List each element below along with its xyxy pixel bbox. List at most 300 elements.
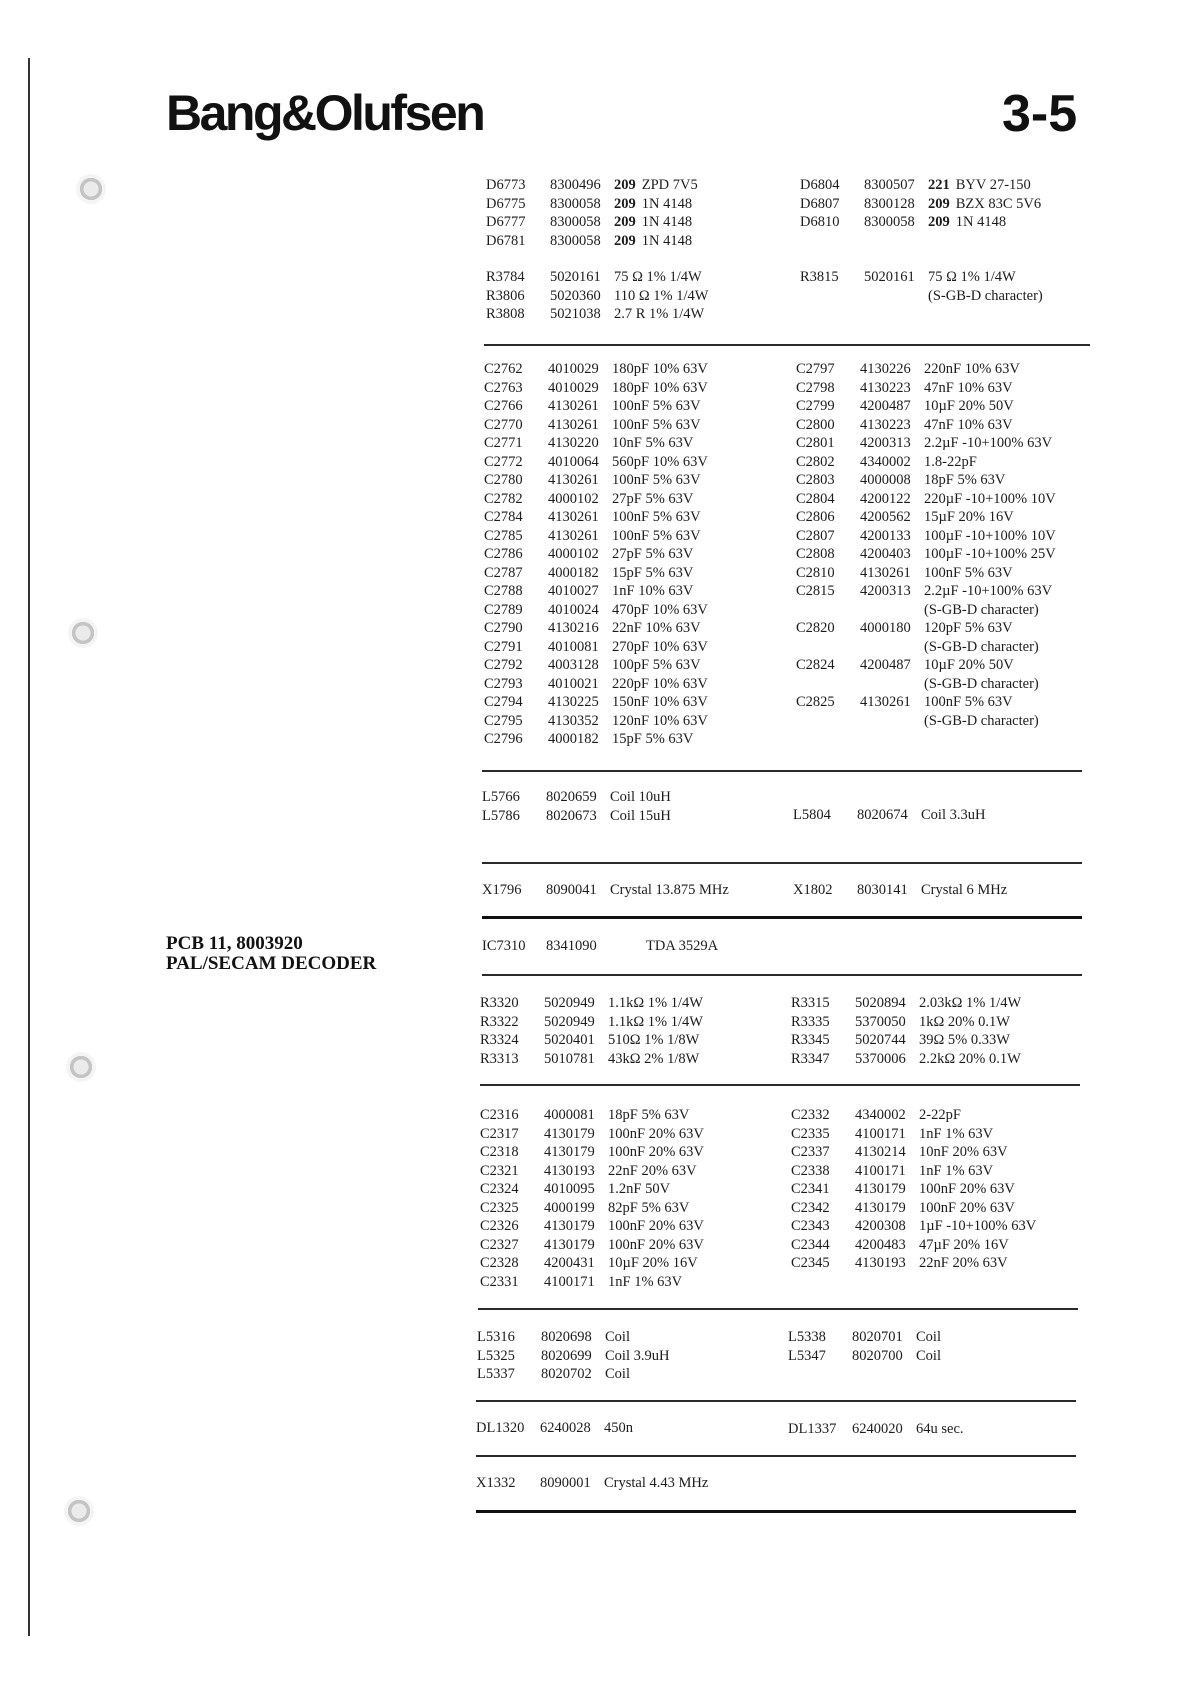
variant-note: (S-GB-D character) (924, 638, 1039, 655)
component-ref: C2791 (484, 638, 523, 655)
part-number: 4130225 (548, 694, 599, 710)
part-description: 18pF 5% 63V (608, 1107, 690, 1123)
part-row (484, 360, 708, 379)
part-code: 209 (614, 177, 636, 193)
part-number: 5020949 (544, 1013, 595, 1030)
component-ref: D6807 (800, 195, 840, 212)
component-ref: C2785 (484, 527, 523, 544)
part-number: 4100171 (855, 1125, 906, 1142)
part-number: 4010081 (548, 638, 599, 655)
ic-part-number: 8341090 (546, 938, 597, 954)
component-ref: C2796 (484, 731, 523, 747)
part-description: 470pF 10% 63V (612, 601, 708, 618)
diodes-left (486, 176, 698, 250)
part-row (788, 1420, 964, 1439)
part-description: 560pF 10% 63V (612, 453, 708, 470)
part-description: 100nF 20% 63V (608, 1144, 704, 1160)
part-row (480, 1236, 704, 1255)
part-row (796, 397, 1056, 416)
part-type: ZPD 7V5 (641, 177, 698, 193)
component-ref: R3335 (791, 1013, 830, 1030)
part-description: Crystal 6 MHz (921, 882, 1008, 898)
component-ref: R3320 (480, 995, 519, 1011)
part-row (800, 268, 1043, 287)
part-row (796, 545, 1056, 564)
component-ref: X1332 (476, 1475, 516, 1491)
component-ref: C2807 (796, 527, 835, 544)
component-ref: DL1337 (788, 1421, 837, 1437)
part-row (486, 305, 708, 324)
page-number: 3-5 (1002, 85, 1078, 143)
part-code: 221 (928, 177, 950, 193)
part-row (796, 527, 1056, 546)
component-ref: C2790 (484, 620, 523, 636)
component-ref: C2801 (796, 435, 835, 451)
component-ref: C2326 (480, 1218, 519, 1234)
component-ref: L5337 (477, 1366, 515, 1382)
part-number: 5020401 (544, 1032, 595, 1048)
part-row (480, 1013, 703, 1032)
crystals-top-right (793, 881, 1007, 900)
part-number: 4130193 (855, 1255, 906, 1271)
part-row (791, 1180, 1036, 1199)
part-description: 100nF 5% 63V (612, 509, 701, 525)
part-number: 5370006 (855, 1050, 906, 1067)
component-ref: D6773 (486, 177, 526, 193)
component-ref: C2770 (484, 416, 523, 433)
part-description: 270pF 10% 63V (612, 638, 708, 655)
component-ref: L5338 (788, 1329, 826, 1345)
part-row (791, 1162, 1036, 1181)
component-ref: C2798 (796, 379, 835, 396)
part-row (800, 213, 1041, 232)
component-ref: C2763 (484, 379, 523, 396)
part-row (788, 1328, 941, 1347)
part-number: 4130261 (548, 472, 599, 488)
part-number: 5020161 (550, 269, 601, 285)
punch-hole (76, 174, 106, 204)
part-description (614, 195, 692, 214)
section-rule (476, 1510, 1076, 1513)
part-row (796, 582, 1056, 601)
variant-note: (S-GB-D character) (928, 287, 1043, 304)
component-ref: C2788 (484, 583, 523, 599)
part-description: 1nF 1% 63V (919, 1162, 994, 1179)
part-row (480, 1180, 704, 1199)
part-row (791, 1013, 1021, 1032)
part-number: 4200487 (860, 398, 911, 414)
part-number: 4010064 (548, 453, 599, 470)
component-ref: C2331 (480, 1273, 519, 1290)
part-number: 4130261 (548, 398, 599, 414)
part-description: 1kΩ 20% 0.1W (919, 1013, 1010, 1030)
note-row (800, 287, 1043, 306)
part-description: 1µF -10+100% 63V (919, 1218, 1037, 1234)
component-ref: DL1320 (476, 1420, 525, 1436)
component-ref: C2318 (480, 1144, 519, 1160)
part-number: 4000199 (544, 1199, 595, 1216)
part-row (486, 176, 698, 195)
component-ref: C2800 (796, 416, 835, 433)
part-description (928, 176, 1031, 195)
part-row (484, 582, 708, 601)
part-description: 64u sec. (916, 1421, 964, 1437)
part-type: 1N 4148 (641, 232, 693, 249)
part-type: 1N 4148 (641, 214, 693, 230)
component-ref: C2795 (484, 712, 523, 729)
component-ref: C2316 (480, 1107, 519, 1123)
part-description: 110 Ω 1% 1/4W (614, 287, 709, 304)
part-description (928, 195, 1041, 214)
part-description: 39Ω 5% 0.33W (919, 1032, 1010, 1048)
part-row (484, 416, 708, 435)
part-description: 100pF 5% 63V (612, 657, 701, 673)
part-description: 10nF 20% 63V (919, 1144, 1008, 1160)
part-description: 150nF 10% 63V (612, 694, 708, 710)
note-row (796, 638, 1056, 657)
section-rule (478, 1308, 1078, 1310)
part-description: 10µF 20% 50V (924, 657, 1014, 673)
part-description: 82pF 5% 63V (608, 1199, 690, 1216)
part-row (480, 1143, 704, 1162)
part-description: Coil 3.3uH (921, 807, 986, 823)
part-number: 5370050 (855, 1013, 906, 1030)
part-number: 4340002 (855, 1107, 906, 1123)
part-number: 4000182 (548, 564, 599, 581)
part-row (791, 1254, 1036, 1273)
part-row (484, 601, 708, 620)
part-number: 4130261 (860, 564, 911, 581)
part-number: 4200562 (860, 509, 911, 525)
part-description (614, 232, 692, 251)
part-number: 8030141 (857, 882, 908, 898)
component-ref: R3313 (480, 1050, 519, 1067)
part-description: 15pF 5% 63V (612, 564, 694, 581)
component-ref: C2344 (791, 1236, 830, 1253)
component-ref: C2815 (796, 583, 835, 599)
part-row (486, 287, 708, 306)
part-description: 100µF -10+100% 10V (924, 527, 1056, 544)
part-description: 18pF 5% 63V (924, 472, 1006, 488)
part-row (480, 1050, 703, 1069)
component-ref: C2792 (484, 657, 523, 673)
part-number: 4000081 (544, 1107, 595, 1123)
part-description: 22nF 10% 63V (612, 620, 701, 636)
part-number: 4130214 (855, 1144, 906, 1160)
part-row (791, 1143, 1036, 1162)
part-description (928, 213, 1006, 232)
part-row (800, 176, 1041, 195)
part-row (791, 1106, 1036, 1125)
part-description: 1.8-22pF (924, 453, 977, 470)
part-description: 15µF 20% 16V (924, 509, 1014, 525)
component-ref: C2799 (796, 398, 835, 414)
section-rule (476, 1400, 1076, 1402)
part-row (796, 434, 1056, 453)
part-description: 2.03kΩ 1% 1/4W (919, 995, 1022, 1011)
part-row (476, 1419, 633, 1438)
component-ref: R3347 (791, 1050, 830, 1067)
delay-lines-right (788, 1420, 964, 1439)
component-ref: C2780 (484, 472, 523, 488)
part-description: Coil (916, 1347, 941, 1364)
part-description (614, 176, 698, 195)
part-number: 8300058 (550, 232, 601, 249)
part-number: 4130261 (548, 527, 599, 544)
section-title (166, 934, 376, 974)
component-ref: C2806 (796, 509, 835, 525)
delay-lines-left (476, 1419, 633, 1438)
component-ref: L5347 (788, 1347, 826, 1364)
component-ref: C2786 (484, 546, 523, 562)
note-row (796, 712, 1056, 731)
part-description: 10µF 20% 16V (608, 1255, 698, 1271)
component-ref: C2782 (484, 490, 523, 507)
part-number: 6240020 (852, 1421, 903, 1437)
part-row (800, 195, 1041, 214)
component-ref: C2784 (484, 509, 523, 525)
component-ref: R3315 (791, 995, 830, 1011)
ic-row (482, 937, 718, 956)
part-number: 5020894 (855, 995, 906, 1011)
part-row (796, 656, 1056, 675)
part-row (480, 1273, 704, 1292)
component-ref: C2797 (796, 361, 835, 377)
coils-pcb-left (477, 1328, 669, 1384)
component-ref: C2337 (791, 1144, 830, 1160)
part-row (796, 693, 1056, 712)
part-description: 47nF 10% 63V (924, 379, 1013, 396)
part-number: 4100171 (544, 1273, 595, 1290)
section-title-line: PCB 11, 8003920 (166, 933, 303, 954)
part-row (791, 994, 1021, 1013)
variant-note: (S-GB-D character) (924, 712, 1039, 729)
part-description: 100nF 5% 63V (612, 472, 701, 488)
part-row (480, 1106, 704, 1125)
part-description: 100nF 5% 63V (612, 398, 701, 414)
part-number: 4010027 (548, 583, 599, 599)
part-description: Coil (605, 1329, 630, 1345)
section-rule (480, 1084, 1080, 1086)
part-number: 4000102 (548, 546, 599, 562)
section-rule (482, 916, 1082, 919)
part-row (796, 508, 1056, 527)
part-description: 510Ω 1% 1/8W (608, 1032, 700, 1048)
part-number: 4130352 (548, 712, 599, 729)
part-description: 27pF 5% 63V (612, 490, 694, 507)
part-number: 4130179 (855, 1199, 906, 1216)
component-ref: C2317 (480, 1125, 519, 1142)
part-description: 2.2kΩ 20% 0.1W (919, 1050, 1021, 1067)
resistors-pcb-right (791, 994, 1021, 1068)
part-description: 22nF 20% 63V (919, 1255, 1008, 1271)
part-number: 4130179 (544, 1218, 595, 1234)
part-number: 8300058 (550, 195, 601, 212)
part-number: 8020702 (541, 1366, 592, 1382)
part-row (791, 1236, 1036, 1255)
component-ref: C2820 (796, 620, 835, 636)
component-ref: D6804 (800, 177, 840, 193)
resistors-pcb-left (480, 994, 703, 1068)
coils-top-left (482, 788, 671, 825)
part-code: 209 (614, 195, 636, 212)
part-description: 220µF -10+100% 10V (924, 490, 1056, 507)
part-number: 4003128 (548, 657, 599, 673)
part-row (480, 1217, 704, 1236)
part-row (486, 232, 698, 251)
part-row (791, 1199, 1036, 1218)
part-number: 4130223 (860, 416, 911, 433)
part-number: 5021038 (550, 306, 601, 322)
part-description: 43kΩ 2% 1/8W (608, 1050, 700, 1067)
part-row (486, 195, 698, 214)
part-description: Crystal 4.43 MHz (604, 1475, 709, 1491)
component-ref: X1802 (793, 882, 833, 898)
coils-pcb-right (788, 1328, 941, 1365)
part-number: 4130220 (548, 435, 599, 451)
part-row (480, 1031, 703, 1050)
part-row (484, 397, 708, 416)
part-number: 4000008 (860, 472, 911, 488)
part-description: 47nF 10% 63V (924, 416, 1013, 433)
component-ref: C2824 (796, 657, 835, 673)
part-row (484, 545, 708, 564)
part-row (796, 471, 1056, 490)
part-code: 209 (614, 214, 636, 230)
part-row (482, 881, 729, 900)
part-description: Coil (605, 1366, 630, 1382)
part-number: 5020949 (544, 995, 595, 1011)
part-description: 10µF 20% 50V (924, 398, 1014, 414)
part-description: Coil 3.9uH (605, 1347, 670, 1364)
part-row (796, 564, 1056, 583)
coils-top-right (793, 806, 985, 825)
component-ref: L5766 (482, 789, 520, 805)
part-row (480, 1125, 704, 1144)
component-ref: D6775 (486, 195, 526, 212)
part-row (796, 453, 1056, 472)
component-ref: C2787 (484, 564, 523, 581)
part-number: 8020701 (852, 1329, 903, 1345)
part-number: 4340002 (860, 453, 911, 470)
part-number: 4200313 (860, 583, 911, 599)
part-row (482, 807, 671, 826)
part-row (796, 379, 1056, 398)
component-ref: R3806 (486, 287, 525, 304)
part-description: 22nF 20% 63V (608, 1162, 697, 1179)
part-row (791, 1031, 1021, 1050)
component-ref: D6810 (800, 214, 840, 230)
part-row (480, 1254, 704, 1273)
component-ref: C2324 (480, 1181, 519, 1197)
part-description: 100nF 5% 63V (924, 694, 1013, 710)
capacitors-top-right (796, 360, 1056, 730)
punch-hole (66, 1052, 96, 1082)
part-number: 4000102 (548, 490, 599, 507)
component-ref: C2345 (791, 1255, 830, 1271)
part-row (791, 1125, 1036, 1144)
part-description: 15pF 5% 63V (612, 731, 694, 747)
part-row (484, 490, 708, 509)
part-number: 4010029 (548, 379, 599, 396)
component-ref: C2825 (796, 694, 835, 710)
part-description: 75 Ω 1% 1/4W (614, 269, 702, 285)
component-ref: C2804 (796, 490, 835, 507)
component-ref: C2810 (796, 564, 835, 581)
part-number: 8020699 (541, 1347, 592, 1364)
component-ref: R3815 (800, 269, 839, 285)
component-ref: C2802 (796, 453, 835, 470)
part-type: BYV 27-150 (955, 177, 1031, 193)
part-description: 2.2µF -10+100% 63V (924, 435, 1053, 451)
part-row (791, 1050, 1021, 1069)
part-number: 5020744 (855, 1032, 906, 1048)
binding-edge (28, 58, 30, 1636)
part-description: 220nF 10% 63V (924, 361, 1020, 377)
part-row (484, 471, 708, 490)
part-number: 6240028 (540, 1420, 591, 1436)
component-ref: R3784 (486, 269, 525, 285)
part-row (484, 675, 708, 694)
ic-type: TDA 3529A (646, 938, 719, 954)
part-description: Coil 10uH (610, 789, 671, 805)
component-ref: L5786 (482, 807, 520, 824)
part-row (480, 1162, 704, 1181)
component-ref: C2803 (796, 472, 835, 488)
component-ref: R3322 (480, 1013, 519, 1030)
part-row (484, 619, 708, 638)
part-description: 120pF 5% 63V (924, 620, 1013, 636)
part-row (482, 788, 671, 807)
part-number: 4200313 (860, 435, 911, 451)
ic-ref: IC7310 (482, 938, 526, 954)
capacitors-pcb-left (480, 1106, 704, 1291)
component-ref: C2793 (484, 675, 523, 692)
part-number: 8300058 (550, 214, 601, 230)
component-ref: C2342 (791, 1199, 830, 1216)
diodes-right (800, 176, 1041, 232)
part-row (486, 268, 708, 287)
component-ref: D6777 (486, 214, 526, 230)
part-row (484, 434, 708, 453)
part-row (484, 379, 708, 398)
part-number: 8020698 (541, 1329, 592, 1345)
component-ref: C2325 (480, 1199, 519, 1216)
variant-note: (S-GB-D character) (924, 601, 1039, 618)
section-rule (482, 974, 1082, 976)
part-row (484, 564, 708, 583)
section-rule (484, 344, 1090, 346)
part-row (477, 1347, 669, 1366)
part-number: 8020673 (546, 807, 597, 824)
part-number: 4130261 (548, 509, 599, 525)
part-number: 8020659 (546, 789, 597, 805)
part-number: 4130193 (544, 1162, 595, 1179)
part-number: 8020700 (852, 1347, 903, 1364)
part-row (484, 453, 708, 472)
punch-hole (68, 618, 98, 648)
part-number: 4200487 (860, 657, 911, 673)
part-number: 4200403 (860, 546, 911, 562)
component-ref: C2332 (791, 1107, 830, 1123)
part-number: 5010781 (544, 1050, 595, 1067)
part-number: 8090041 (546, 882, 597, 898)
part-number: 4010024 (548, 601, 599, 618)
component-ref: R3808 (486, 306, 525, 322)
part-row (796, 490, 1056, 509)
part-number: 8300496 (550, 177, 601, 193)
part-number: 5020360 (550, 287, 601, 304)
